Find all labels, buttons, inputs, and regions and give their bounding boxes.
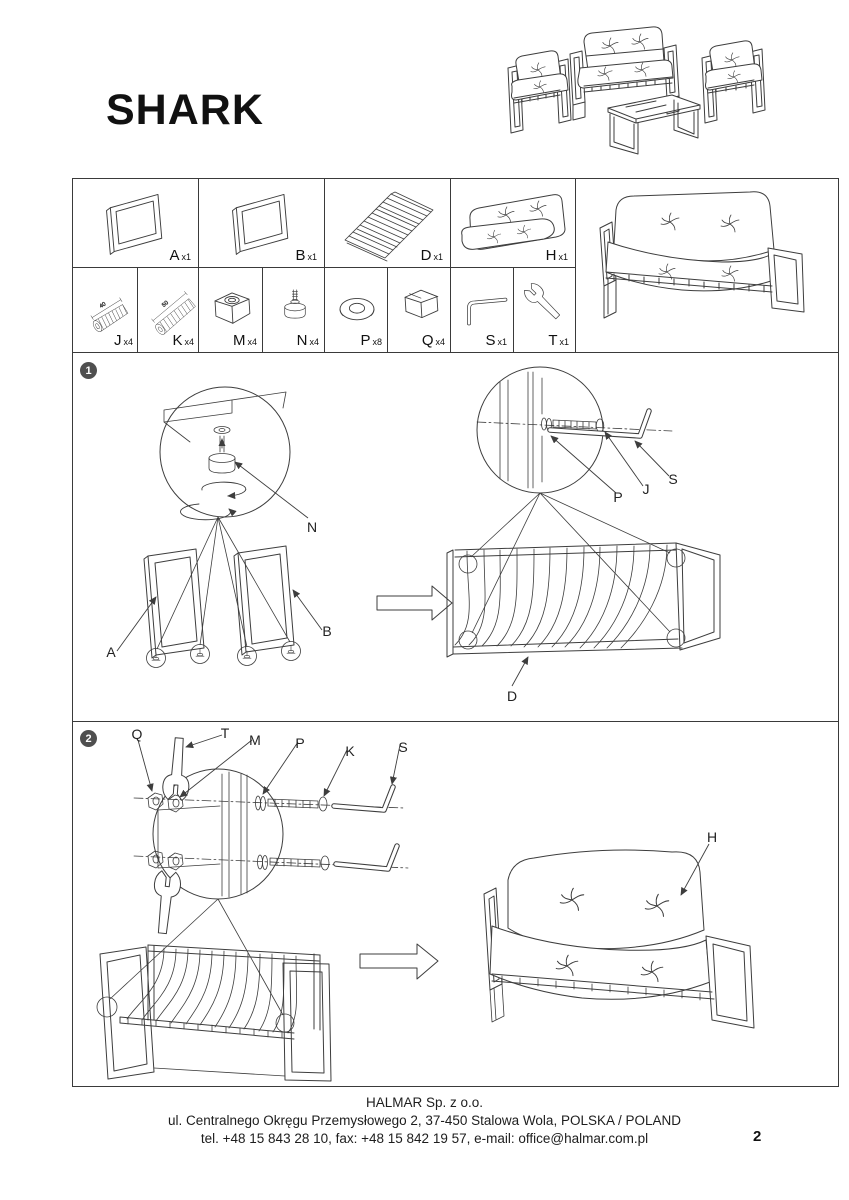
part-label-P: Px8	[360, 332, 382, 349]
callout-a: A	[106, 644, 116, 660]
part-cell-N	[262, 267, 325, 353]
page-title: SHARK	[106, 86, 264, 134]
part-label-B: Bx1	[295, 247, 317, 264]
step2-drawing	[72, 722, 839, 1087]
step1-direction-arrow	[377, 586, 452, 620]
frame-b-drawing	[234, 546, 301, 666]
part-cell-J	[72, 267, 138, 353]
footer-contact: tel. +48 15 843 28 10, fax: +48 15 842 19 57, e-mail: office@halmar.com.pl	[200, 1131, 649, 1146]
leader-p2	[263, 742, 298, 794]
part-label-N: Nx4	[296, 332, 319, 349]
bolt-40mm-icon	[75, 274, 137, 336]
part-label-Q: Qx4	[421, 332, 445, 349]
part-cell-K	[137, 267, 199, 353]
callout-h: H	[706, 829, 718, 845]
step1-fan-lines-right	[471, 493, 670, 633]
step2-direction-arrow	[360, 944, 438, 979]
assembled-bench-cell	[575, 178, 839, 353]
callout-p1: P	[613, 489, 623, 505]
part-cell-T	[513, 267, 576, 353]
step1-number: 1	[85, 364, 92, 377]
footer-company: HALMAR Sp. z o.o.	[365, 1095, 484, 1110]
part-cell-M	[198, 267, 263, 353]
leader-a	[117, 597, 156, 651]
part-cell-Q	[387, 267, 451, 353]
foot-glide-icon	[271, 282, 319, 332]
leader-p	[551, 436, 616, 493]
footer-address: ul. Centralnego Okręgu Przemysłowego 2, 37-450 Stalowa Wola, POLSKA / POLAND	[167, 1113, 681, 1128]
callout-t: T	[220, 725, 230, 741]
part-label-T: Tx1	[548, 332, 569, 349]
leader-j	[605, 432, 643, 486]
coffee-table-drawing	[608, 95, 700, 154]
step2-number: 2	[85, 732, 92, 745]
frame-a-drawing	[144, 549, 210, 668]
callout-p2: P	[295, 735, 305, 751]
part-label-H: Hx1	[545, 247, 568, 264]
callout-s1: S	[668, 471, 678, 487]
leader-b	[293, 590, 322, 630]
callout-s2: S	[398, 739, 408, 755]
step1-detail-circle-j	[477, 367, 672, 493]
part-cell-H	[450, 178, 576, 268]
step1-detail-circle-n	[160, 387, 308, 520]
callout-q: Q	[131, 726, 143, 742]
svg-text:50: 50	[161, 300, 170, 309]
part-label-K: Kx4	[172, 332, 194, 349]
bolt-50mm-icon	[138, 270, 200, 340]
leader-q	[138, 740, 152, 791]
svg-text:40: 40	[98, 301, 108, 310]
step1-drawing	[72, 352, 839, 722]
footer	[0, 1094, 849, 1148]
leader-s	[635, 441, 669, 476]
left-chair-drawing	[508, 51, 571, 133]
part-label-J: Jx4	[113, 332, 133, 349]
right-chair-drawing	[702, 41, 765, 123]
callout-m: M	[249, 732, 261, 748]
wrench-icon	[518, 276, 574, 334]
part-cell-D	[324, 178, 451, 268]
part-label-A: Ax1	[169, 247, 191, 264]
callout-k: K	[345, 743, 355, 759]
wrench-lower	[149, 870, 181, 934]
leader-k	[324, 750, 347, 796]
part-cell-B	[198, 178, 325, 268]
washer-icon	[332, 288, 382, 332]
leader-d	[512, 657, 528, 686]
part-cell-A	[72, 178, 199, 268]
step2-detail-circle	[134, 737, 408, 934]
callout-d: D	[506, 688, 518, 704]
nut-icon	[207, 286, 257, 332]
callout-n: N	[306, 519, 318, 535]
part-label-S: Sx1	[485, 332, 507, 349]
cap-nut-icon	[398, 284, 444, 330]
part-cell-S	[450, 267, 514, 353]
page-number: 2	[753, 1128, 762, 1145]
step2-sofa-with-cushions	[484, 850, 754, 1028]
leader-t	[186, 735, 222, 747]
callout-b: B	[322, 623, 332, 639]
assembled-bench-drawing	[582, 184, 834, 348]
part-cell-P	[324, 267, 388, 353]
callout-j: J	[642, 481, 650, 497]
step2-bench-assembly	[97, 945, 331, 1081]
step1-fan-lines-left	[157, 517, 290, 649]
allen-key-icon	[455, 278, 511, 334]
part-label-D: Dx1	[420, 247, 443, 264]
part-label-M: Mx4	[232, 332, 257, 349]
furniture-set-illustration	[500, 22, 780, 162]
